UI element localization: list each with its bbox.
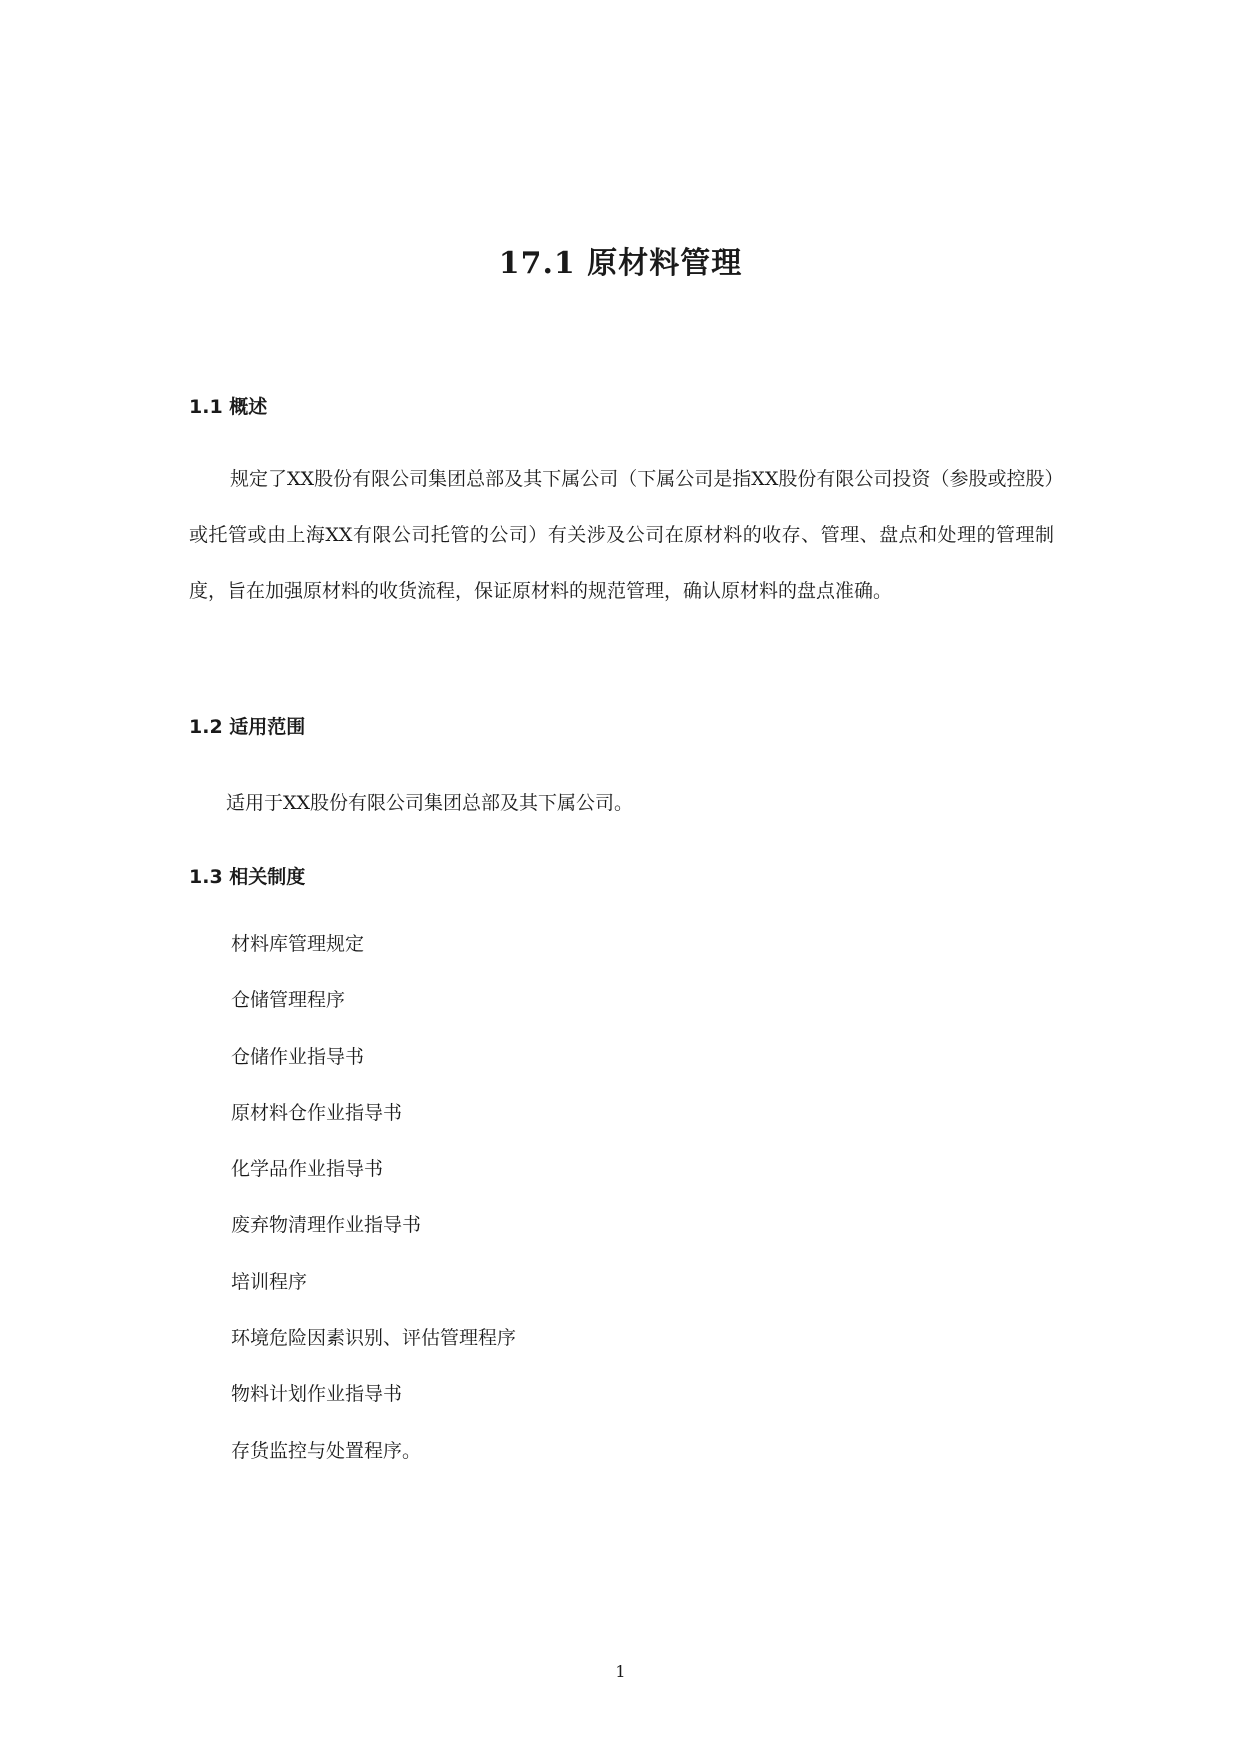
section-heading-scope: 1.2 适用范围 bbox=[189, 716, 306, 738]
list-item: 仓储管理程序 bbox=[231, 989, 346, 1012]
section-heading-related-policies: 1.3 相关制度 bbox=[189, 866, 306, 888]
list-item: 化学品作业指导书 bbox=[231, 1158, 384, 1181]
list-item: 材料库管理规定 bbox=[231, 933, 365, 955]
list-item: 环境危险因素识别、评估管理程序 bbox=[231, 1327, 517, 1350]
list-item: 培训程序 bbox=[231, 1270, 308, 1293]
related-policies-list bbox=[231, 934, 516, 1497]
list-item: 废弃物清理作业指导书 bbox=[231, 1214, 422, 1237]
page-number: 1 bbox=[615, 1662, 626, 1681]
list-item: 物料计划作业指导书 bbox=[231, 1383, 403, 1406]
list-item: 存货监控与处置程序。 bbox=[231, 1439, 422, 1462]
page-title: 17.1 原材料管理 bbox=[498, 246, 743, 281]
list-item: 原材料仓作业指导书 bbox=[231, 1101, 403, 1124]
list-item: 仓储作业指导书 bbox=[231, 1045, 365, 1068]
overview-paragraph: 规定了XX股份有限公司集团总部及其下属公司（下属公司是指XX股份有限公司投资（参股或控股）或托管或由上海XX有限公司托管的公司）有关涉及公司在原材料的收存、管理、盘点和处理的管理制度，旨在加强原材料的收货流程，保证原材料的规范管理，确认原材料的盘点准确。 bbox=[189, 468, 1054, 602]
section-heading-overview: 1.1 概述 bbox=[189, 396, 268, 418]
scope-paragraph: 适用于XX股份有限公司集团总部及其下属公司。 bbox=[226, 792, 634, 814]
